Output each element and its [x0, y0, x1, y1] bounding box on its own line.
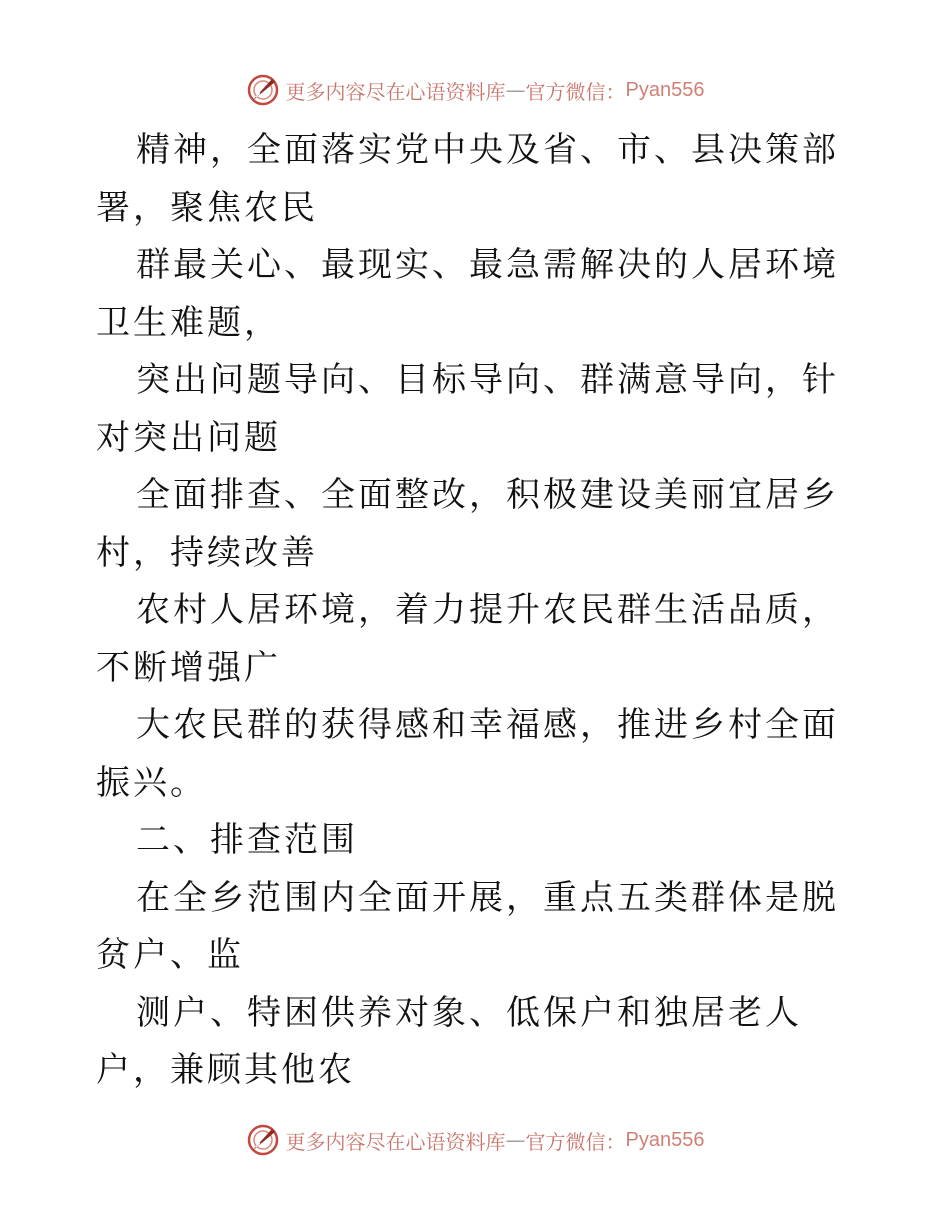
section-heading: 二、排查范围	[136, 820, 358, 860]
watermark-wechat-label: 官方微信：	[525, 1129, 626, 1154]
paragraph: 在全乡范围内全面开展，重点五类群体是脱贫户、监	[96, 877, 839, 975]
watermark-wechat-id: Pyan556	[625, 1128, 705, 1151]
paragraph: 精神，全面落实党中央及省、市、县决策部署，聚焦农民	[96, 130, 839, 228]
watermark-separator: —	[505, 78, 526, 102]
watermark-text: 更多内容尽在心语资料库	[285, 1129, 506, 1154]
paragraph: 群最关心、最现实、最急需解决的人居环境卫生难题，	[96, 245, 839, 343]
watermark-separator: —	[505, 1128, 526, 1152]
paragraph: 农村人居环境，着力提升农民群生活品质，不断增强广	[96, 590, 839, 688]
paragraph: 突出问题导向、目标导向、群满意导向，针对突出问题	[96, 360, 839, 458]
watermark-text: 更多内容尽在心语资料库	[285, 79, 506, 104]
quill-logo-icon	[246, 73, 280, 107]
bottom-watermark	[0, 1120, 950, 1160]
paragraph: 全面排查、全面整改，积极建设美丽宜居乡村，持续改善	[96, 475, 839, 573]
paragraph: 测户、特困供养对象、低保户和独居老人户，兼顾其他农	[96, 992, 802, 1090]
paragraph: 大农民群的获得感和幸福感，推进乡村全面振兴。	[96, 705, 839, 803]
document-body	[96, 122, 866, 1100]
watermark-wechat-id: Pyan556	[625, 78, 705, 101]
top-watermark	[0, 70, 950, 110]
watermark-wechat-label: 官方微信：	[525, 79, 626, 104]
quill-logo-icon	[246, 1123, 280, 1157]
